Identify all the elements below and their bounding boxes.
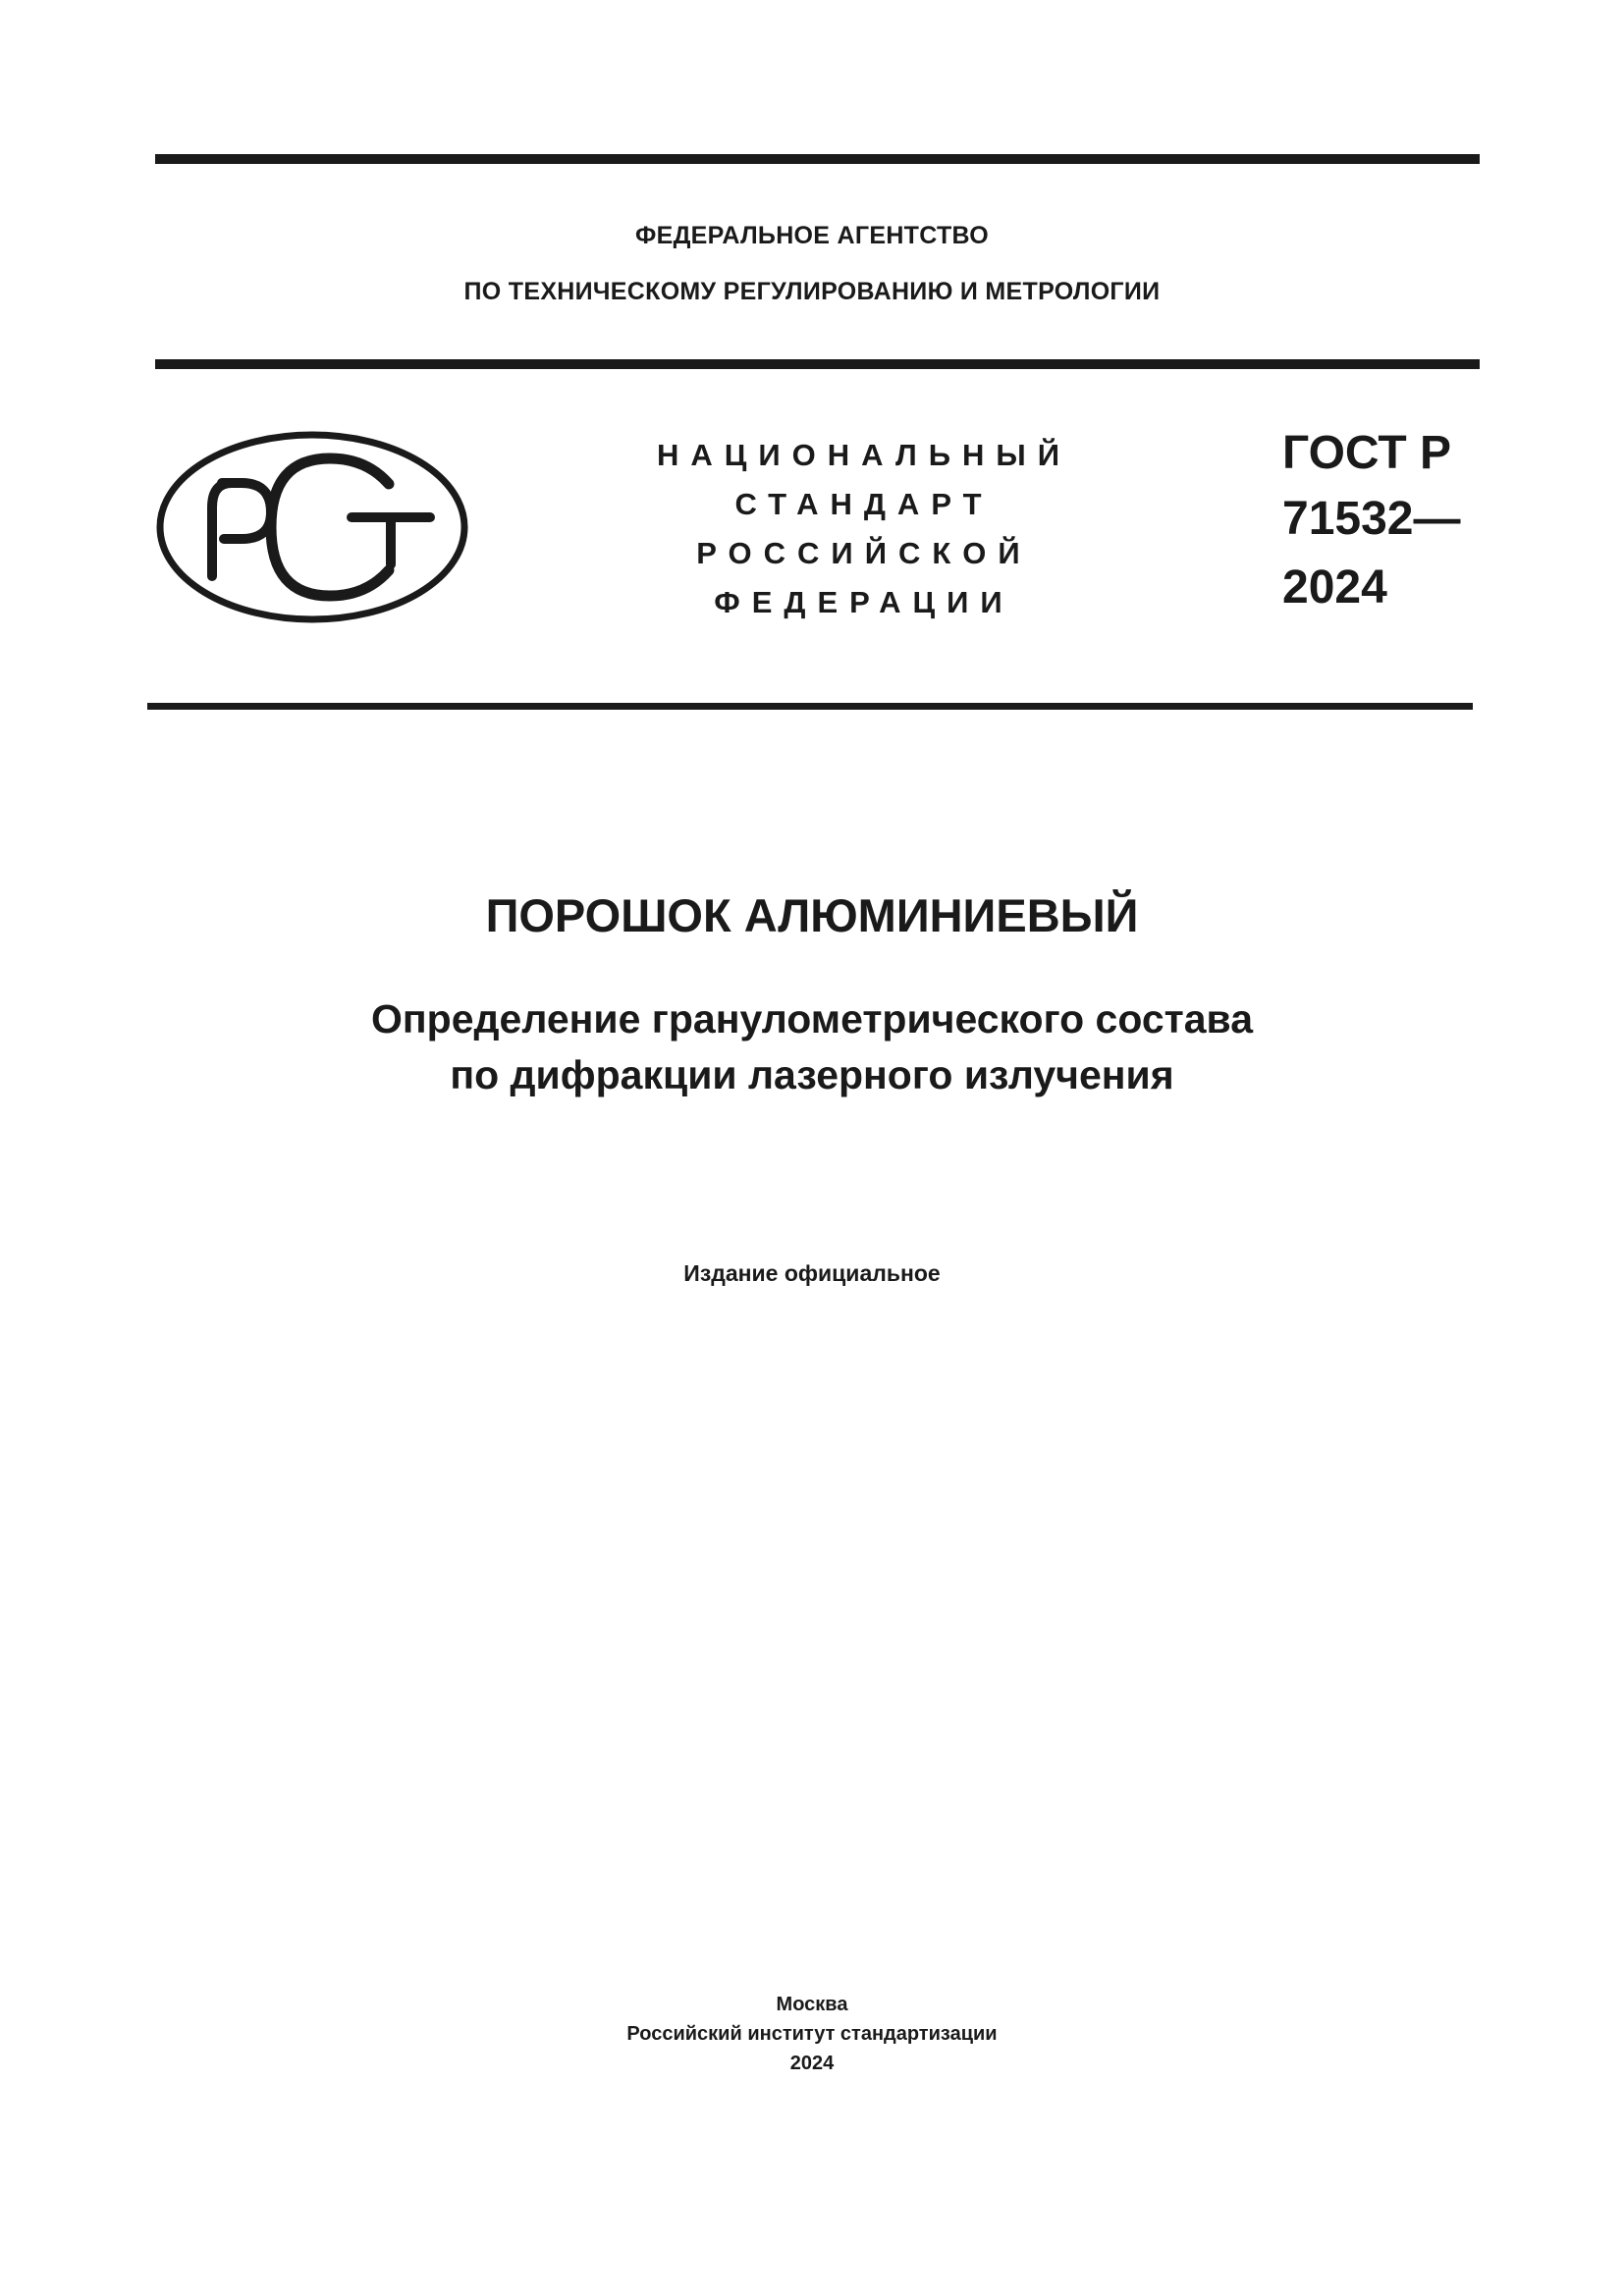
designation-line-1: ГОСТ Р [1282,427,1452,479]
edition-label: Издание официальное [683,1260,941,1286]
rst-certification-mark-icon [155,429,469,625]
imprint-year: 2024 [789,2053,835,2074]
lower-rule [147,703,1473,710]
standard-type-line-4: ФЕДЕРАЦИИ [714,585,1014,619]
document-title: ПОРОШОК АЛЮМИНИЕВЫЙ [485,889,1139,941]
standard-type-line-1: НАЦИОНАЛЬНЫЙ [656,438,1072,472]
designation-line-2: 71532— [1282,493,1461,545]
standard-type-line-3: РОССИЙСКОЙ [696,536,1032,570]
agency-name-line-2: ПО ТЕХНИЧЕСКОМУ РЕГУЛИРОВАНИЮ И МЕТРОЛОГИИ [463,278,1161,305]
document-subtitle-line-2: по дифракции лазерного излучения [450,1052,1174,1097]
imprint-city: Москва [776,1994,848,2015]
standard-type-line-2: СТАНДАРТ [734,487,994,521]
middle-rule [155,359,1480,369]
agency-name-line-1: ФЕДЕРАЛЬНОЕ АГЕНТСТВО [634,222,990,249]
document-subtitle-line-1: Определение гранулометрического состава [371,996,1253,1041]
imprint-publisher: Российский институт стандартизации [626,2023,998,2045]
top-rule [155,154,1480,164]
designation-line-3: 2024 [1282,561,1387,614]
